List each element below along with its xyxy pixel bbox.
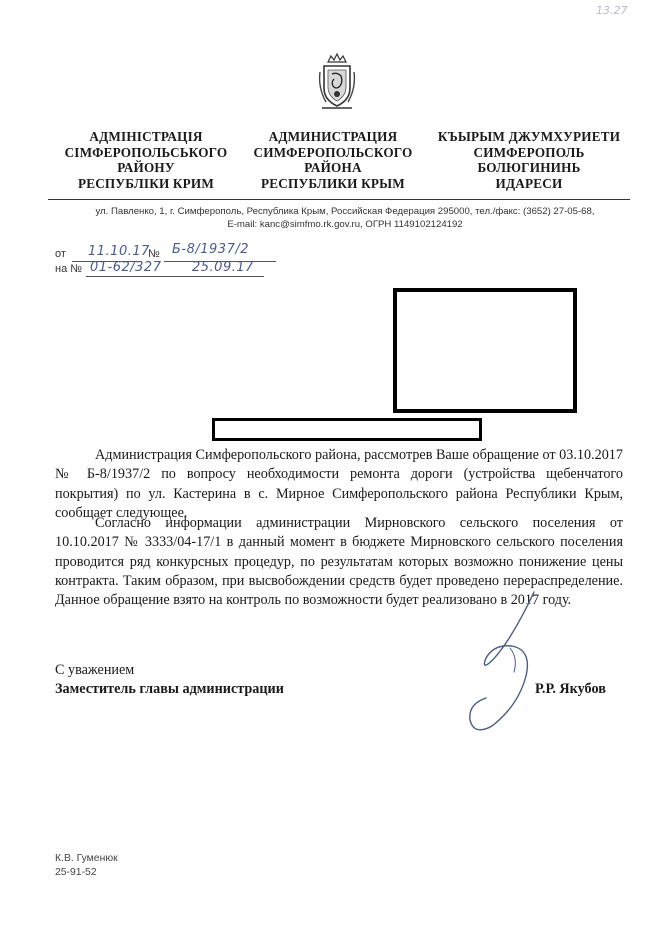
contacts-line: E-mail: kanc@simfmo.rk.gov.ru, ОГРН 1149102124192 <box>227 219 463 230</box>
header-ua-line: РЕСПУБЛІКИ КРИМ <box>77 175 215 191</box>
body-paragraph-2-text: Согласно информации администрации Мирновского сельского поселения от 10.10.2017 № 3333/04-17/1 в данный момент в бюджете Мирновского сельского поселения проводится ряд конкурсных процедур, по результатам которых возможно понижение цены контракта. Таким образом, при высвобождении средств будет проведено перераспределение. Данное обращение взято на контроль по возможности будет реализовано в 2017 году. <box>55 515 623 609</box>
ref-from-date: 11.10.17 <box>88 244 150 259</box>
executor-name: К.В. Гуменюк <box>55 853 118 864</box>
header-ukrainian <box>52 129 240 191</box>
body-paragraph-1-text: Администрация Симферопольского района, рассмотрев Ваше обращение от 03.10.2017 № Б-8/1937/2 по вопросу необходимости ремонта дороги (устройства щебенчатого покрытия) по ул. Кастерина в с. Мирное Симферопольского района Республики Крым, сообщает следующее. <box>55 447 623 521</box>
header-russian <box>244 129 422 191</box>
executor-block <box>55 852 118 880</box>
ref-outgoing-number: Б-8/1937/2 <box>172 242 249 257</box>
header-ua-line: РАЙОНУ <box>117 160 175 176</box>
closing-phrase: С уважением <box>55 662 135 678</box>
header-ru-line: СИМФЕРОПОЛЬСКОГО <box>253 144 413 160</box>
header-ua-line: АДМІНІСТРАЦІЯ <box>89 129 203 144</box>
header-ru-line: РЕСПУБЛИКИ КРЫМ <box>261 175 405 191</box>
ref-incoming-date: 25.09.17 <box>192 260 254 275</box>
header-crh-line: БОЛЮГИНИНЬ <box>477 160 581 176</box>
signer-name: Р.Р. Якубов <box>535 681 606 697</box>
signer-position: Заместитель главы администрации <box>55 681 284 697</box>
corner-handwritten-mark: 13.27 <box>596 4 628 17</box>
ref-incoming-number: 01-62/327 <box>90 260 162 275</box>
executor-phone: 25-91-52 <box>55 867 97 878</box>
header-crimean-tatar <box>430 129 628 191</box>
redacted-addressee-box <box>393 288 577 413</box>
body-paragraph-1 <box>55 446 623 523</box>
header-crh-line: КЪЫРЫМ ДЖУМХУРИЕТИ <box>437 129 621 144</box>
ref-number-sign: № <box>148 248 160 260</box>
ref-underline <box>86 276 264 277</box>
ref-from-prefix: от <box>55 248 66 260</box>
header-ru-line: АДМИНИСТРАЦИЯ <box>268 129 398 144</box>
handwritten-signature-icon <box>452 588 572 736</box>
ref-incoming-prefix: на № <box>55 263 83 275</box>
header-crh-line: ИДАРЕСИ <box>495 175 563 191</box>
crimea-emblem-icon <box>316 52 358 112</box>
redacted-salutation-bar <box>212 418 482 441</box>
address-line: ул. Павленко, 1, г. Симферополь, Республика Крым, Российская Федерация 295000, тел./факс: (3652) 27-05-68, <box>95 206 595 217</box>
header-divider <box>48 199 630 200</box>
header-crh-line: СИМФЕРОПОЛЬ <box>473 144 585 160</box>
header-ru-line: РАЙОНА <box>304 160 362 176</box>
header-ua-line: СІМФЕРОПОЛЬСЬКОГО <box>64 144 228 160</box>
